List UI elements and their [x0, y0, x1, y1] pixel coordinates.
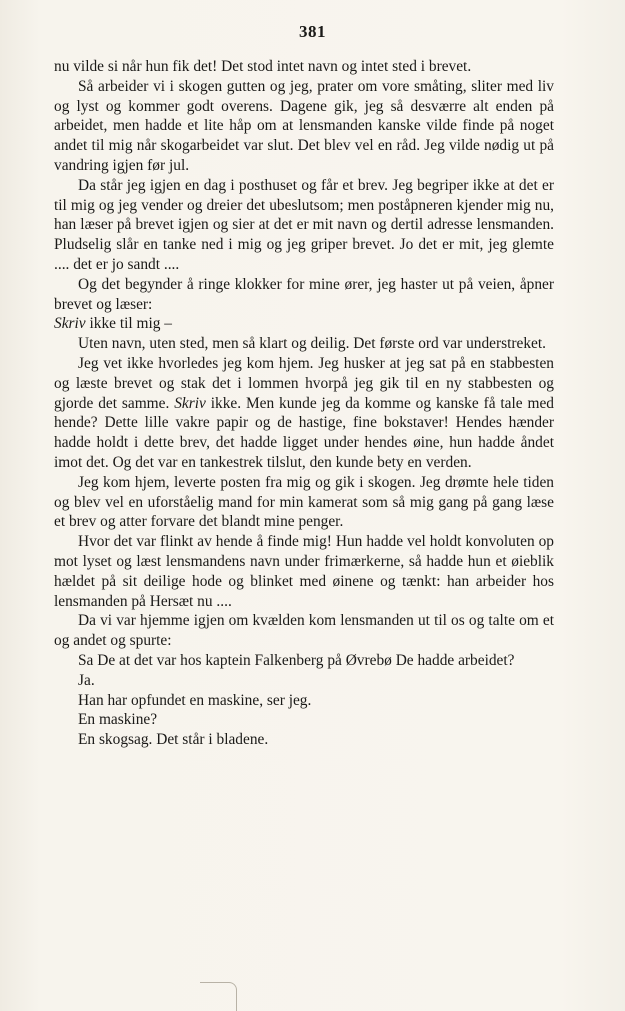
paragraph-6: Uten navn, uten sted, men så klart og deilig. Det første ord var understreket. — [78, 335, 546, 353]
emphasis-skriv-2: Skriv — [174, 394, 206, 412]
paragraph-15: En skogsag. Det står i bladene. — [78, 731, 269, 749]
paragraph-7-after: ikke. Men kunde jeg da komme og kanske få tale med hende? Dette lille vakre papir og de hastige, fine bokstaver! Hendes hænder hadde holdt i dette brev, det hadde ligget under hendes øine, hun hadde åndet imot det. Og det var en tankestrek tilslut, den kunde bety en verden. — [54, 394, 554, 471]
body-text — [54, 57, 554, 750]
paragraph-13: Han har opfundet en maskine, ser jeg. — [78, 691, 312, 709]
paragraph-9: Hvor det var flinkt av hende å finde mig! Hun hadde vel holdt konvoluten op mot lyset og læst lensmandens navn under frimærkerne, så hadde hun et øieblik hældet på sit deilige hode og blinket med øinene og tænkt: han arbeider hos lensmanden på Hersæt nu .... — [54, 533, 554, 610]
quote-rest: ikke til mig – — [85, 315, 172, 333]
page-number: 381 — [299, 22, 326, 41]
paragraph-11: Sa De at det var hos kaptein Falkenberg på Øvrebø De hadde arbeidet? — [78, 651, 515, 669]
paragraph-7-before: Jeg vet ikke hvorledes jeg kom hjem. Jeg husker at jeg sat på en stabbesten og læste brevet og stak det i lommen hvorpå jeg gik til en ny stabbesten og gjorde det samme. — [54, 354, 554, 412]
paragraph-5-letter-quote — [54, 314, 554, 334]
paragraph-12: Ja. — [78, 671, 95, 689]
emphasis-skriv: Skriv — [54, 315, 86, 333]
paragraph-14: En maskine? — [78, 711, 158, 729]
paragraph-8: Jeg kom hjem, leverte posten fra mig og gik i skogen. Jeg drømte hele tiden og blev vel en uforståelig mand for min kamerat som så mig gang på gang læse et brev og atter forvare det blandt mine penger. — [54, 473, 554, 531]
paragraph-2: Så arbeider vi i skogen gutten og jeg, prater om vore småting, sliter med liv og lyst og kommer godt overens. Dagene gik, jeg så desværre alt enden på arbeidet, men hadde et lite håp om at lensmanden kanske vilde finde på noget andet til mig når skogarbeidet var slut. Det blev vel en råd. Jeg vilde nødig ut på vandring igjen før jul. — [54, 77, 554, 174]
paragraph-1: nu vilde si når hun fik det! Det stod intet navn og intet sted i brevet. — [54, 58, 472, 75]
paragraph-10: Da vi var hjemme igjen om kvælden kom lensmanden ut til os og talte om et og andet og spurte: — [54, 612, 554, 650]
paragraph-7 — [54, 354, 554, 473]
paragraph-3: Da står jeg igjen en dag i posthuset og får et brev. Jeg begriper ikke at det er til mig og jeg vender og dreier det ubeslutsom; men poståpneren kjender mig nu, han læser på brevet igjen og sier at det er mit navn og dertil adresse lensmanden. Pludselig slår en tanke ned i mig og jeg griper brevet. Jo det er mit, jeg glemte .... det er jo sandt .... — [54, 176, 554, 273]
page-corner-mark — [200, 982, 237, 1011]
paragraph-4: Og det begynder å ringe klokker for mine ører, jeg haster ut på veien, åpner brevet og læser: — [54, 275, 554, 313]
